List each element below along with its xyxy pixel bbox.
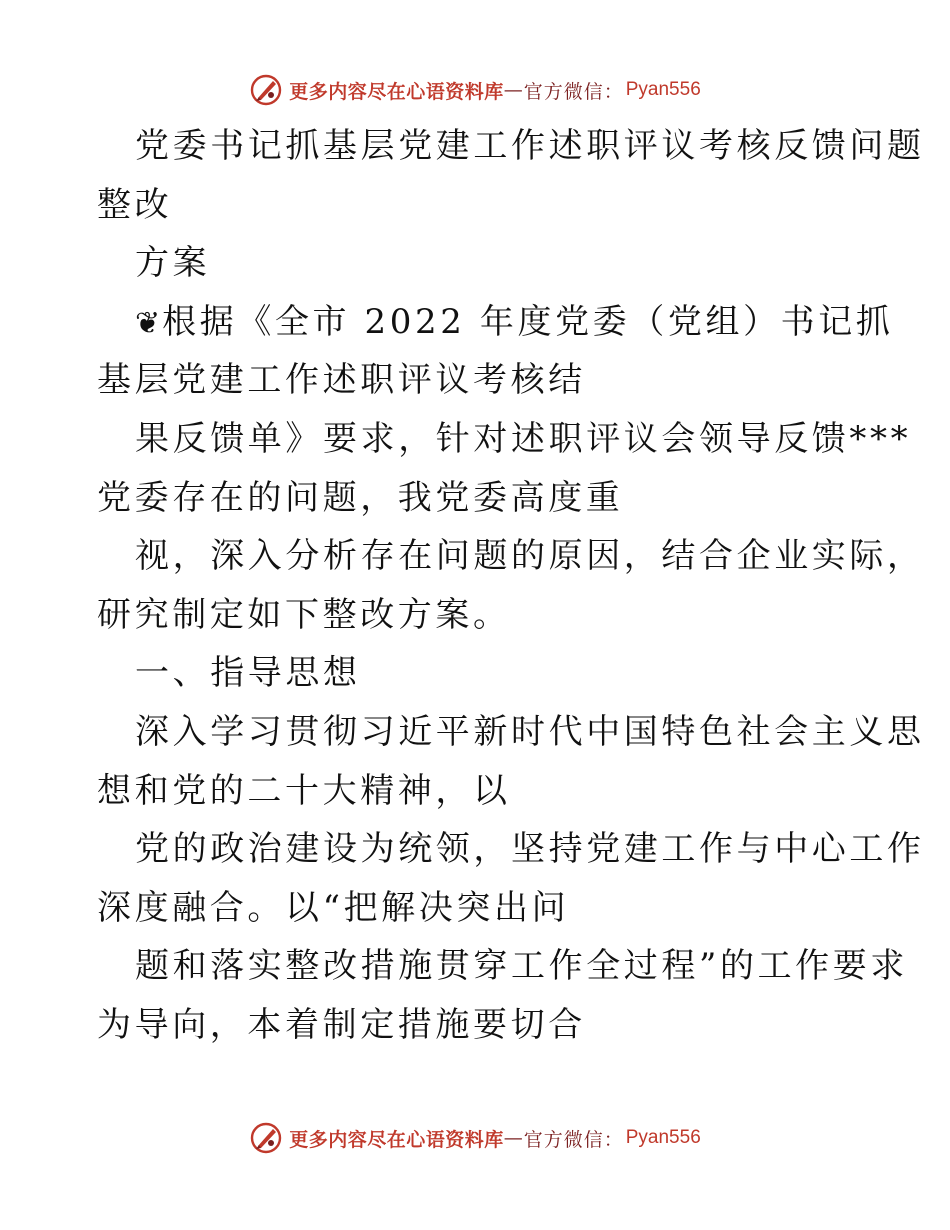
watermark-site-text: 更多内容尽在心语资料库 — [289, 1128, 504, 1151]
paragraph-line: 党的政治建设为统领，坚持党建工作与中心工作 — [135, 829, 925, 870]
paragraph-line — [97, 293, 894, 352]
paragraph-line-text: 根据《全市 2022 年度党委（党组）书记抓 — [162, 301, 894, 342]
document-body — [97, 117, 925, 1055]
paragraph-line: 视，深入分析存在问题的原因，结合企业实际， — [135, 536, 925, 577]
paragraph-line: 深度融合。以“把解决突出问 — [97, 887, 570, 928]
paragraph-line: 想和党的二十大精神，以 — [97, 770, 511, 811]
watermark-wechat-label: 官方微信： — [523, 1128, 624, 1151]
paragraph-line: 深入学习贯彻习近平新时代中国特色社会主义思 — [135, 711, 925, 752]
watermark-separator: — — [503, 1127, 524, 1149]
footer-watermark — [0, 1118, 950, 1158]
header-watermark — [0, 70, 950, 110]
paragraph-line: 研究制定如下整改方案。 — [97, 594, 511, 635]
document-title-line-2: 整改 — [97, 184, 173, 225]
paragraph-line: 党委存在的问题，我党委高度重 — [97, 477, 624, 518]
paragraph-line: 果反馈单》要求，针对述职评议会领导反馈*** — [135, 418, 912, 459]
section-heading: 一、指导思想 — [135, 653, 361, 694]
watermark-separator: — — [503, 79, 524, 101]
watermark-wechat-label: 官方微信： — [523, 80, 624, 103]
quill-pen-logo-icon — [249, 73, 283, 107]
paragraph-line: 为导向，本着制定措施要切合 — [97, 1004, 586, 1045]
document-title-line-3: 方案 — [135, 243, 211, 284]
flourish-ornament-icon: ❦ — [135, 305, 161, 341]
document-title-line-1: 党委书记抓基层党建工作述职评议考核反馈问题 — [135, 126, 925, 166]
paragraph-line: 题和落实整改措施贯穿工作全过程”的工作要求 — [135, 946, 908, 987]
paragraph-line: 基层党建工作述职评议考核结 — [97, 360, 586, 401]
quill-pen-logo-icon — [249, 1121, 283, 1155]
watermark-wechat-id: Pyan556 — [625, 79, 701, 100]
watermark-site-text: 更多内容尽在心语资料库 — [289, 80, 504, 103]
watermark-wechat-id: Pyan556 — [625, 1127, 701, 1148]
